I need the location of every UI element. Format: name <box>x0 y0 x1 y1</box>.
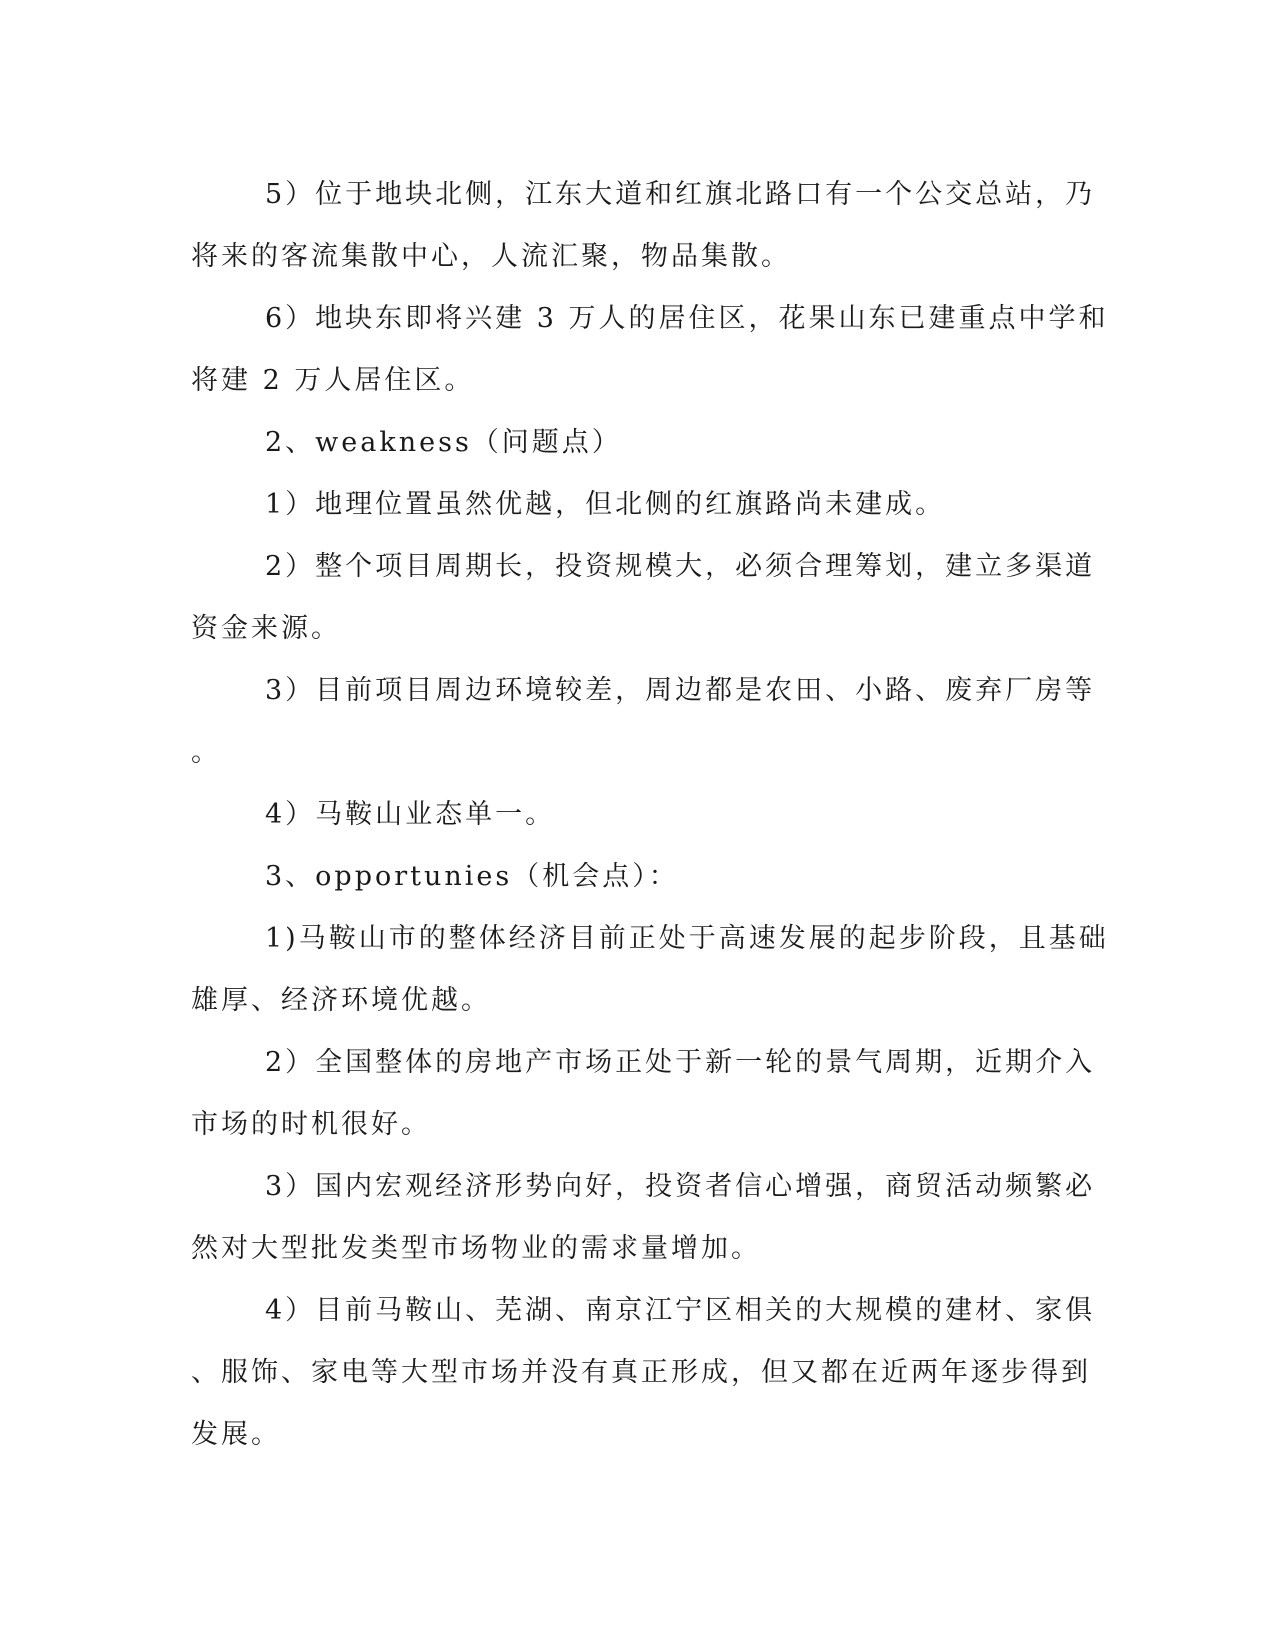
paragraph-strength-6 <box>191 288 1109 412</box>
heading-line: 3、opportunies（机会点）： <box>265 861 679 892</box>
paragraph-line: 6）地块东即将兴建 3 万人的居住区，花果山东已建重点中学和 <box>265 303 1109 334</box>
paragraph-line: 3）目前项目周边环境较差，周边都是农田、小路、废弃厂房等 <box>265 675 1096 706</box>
paragraph-strength-5 <box>191 164 1096 288</box>
paragraph-opportunity-2 <box>191 1032 1096 1156</box>
paragraph-line: 3）国内宏观经济形势向好，投资者信心增强，商贸活动频繁必 <box>265 1171 1096 1202</box>
paragraph-line: 、服饰、家电等大型市场并没有真正形成，但又都在近两年逐步得到 <box>191 1357 1091 1388</box>
section-heading-weakness <box>191 412 1081 474</box>
paragraph-opportunity-3 <box>191 1156 1096 1280</box>
paragraph-line: 市场的时机很好。 <box>191 1109 431 1140</box>
heading-line: 2、weakness（问题点） <box>265 427 622 458</box>
paragraph-opportunity-1 <box>191 908 1109 1032</box>
paragraph-weakness-3 <box>191 660 1096 784</box>
paragraph-line: 雄厚、经济环境优越。 <box>191 985 491 1016</box>
paragraph-line: 将建 2 万人居住区。 <box>191 365 475 396</box>
paragraph-line: 4）马鞍山业态单一。 <box>265 799 556 830</box>
paragraph-line: 4）目前马鞍山、芜湖、南京江宁区相关的大规模的建材、家俱 <box>265 1295 1096 1326</box>
paragraph-line: 2）整个项目周期长，投资规模大，必须合理筹划，建立多渠道 <box>265 551 1096 582</box>
paragraph-weakness-4 <box>191 784 1081 846</box>
paragraph-weakness-1 <box>191 474 1081 536</box>
section-heading-opportunities <box>191 846 1081 908</box>
paragraph-line: 然对大型批发类型市场物业的需求量增加。 <box>191 1233 761 1264</box>
paragraph-line: 1)马鞍山市的整体经济目前正处于高速发展的起步阶段，且基础 <box>265 923 1109 954</box>
paragraph-line: 1）地理位置虽然优越，但北侧的红旗路尚未建成。 <box>265 489 946 520</box>
paragraph-line: 。 <box>191 737 221 768</box>
paragraph-weakness-2 <box>191 536 1096 660</box>
paragraph-line: 资金来源。 <box>191 613 341 644</box>
paragraph-line: 将来的客流集散中心，人流汇聚，物品集散。 <box>191 241 791 272</box>
paragraph-line: 发展。 <box>191 1419 281 1450</box>
paragraph-line: 2）全国整体的房地产市场正处于新一轮的景气周期，近期介入 <box>265 1047 1096 1078</box>
paragraph-opportunity-4 <box>191 1280 1096 1466</box>
document-body <box>191 164 1109 1466</box>
paragraph-line: 5）位于地块北侧，江东大道和红旗北路口有一个公交总站，乃 <box>265 179 1096 210</box>
